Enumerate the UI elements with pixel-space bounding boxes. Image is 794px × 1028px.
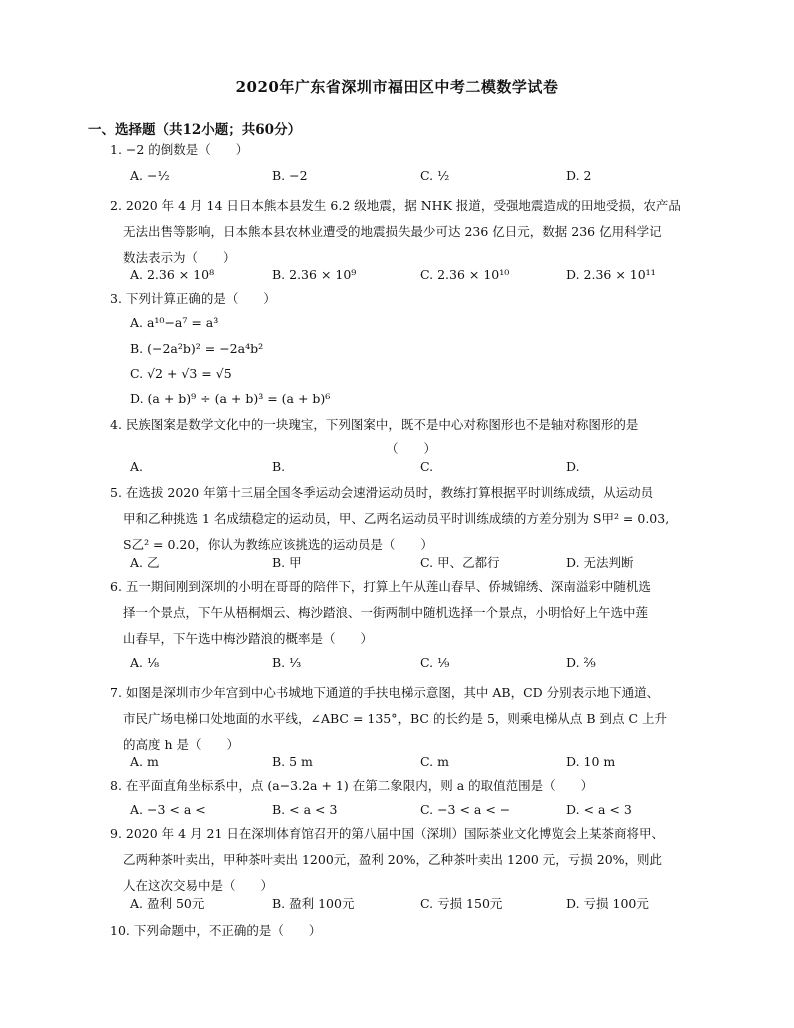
answer-bracket: （ ） [386, 441, 437, 456]
section-heading: 一、选择题（共12小题；共60分） [88, 122, 302, 138]
question-text: 4. 民族图案是数学文化中的一块瑰宝，下列图案中，既不是中心对称图形也不是轴对称图形的是 [110, 417, 639, 432]
options-2 [130, 262, 730, 288]
question-text: 9. 2020 年 4 月 21 日在深圳体育馆召开的第八届中国（深圳）国际茶业文化博览会上某茶商将甲、 [110, 826, 664, 841]
options-7 [130, 749, 730, 775]
option-c: C. ⅑ [420, 655, 450, 670]
question-text: 择一个景点，下午从梧桐烟云、梅沙踏浪、一街两制中随机选择一个景点，小明恰好上午选中莲 [123, 605, 649, 620]
option-c: C. 亏损 150元 [420, 896, 503, 911]
option-a: A. 乙 [130, 555, 160, 570]
question-text: 乙两种茶叶卖出，甲种茶叶卖出 1200元，盈利 20%，乙种茶叶卖出 1200 元，亏损 20%，则此 [123, 852, 663, 867]
question-text: S乙² = 0.20，你认为教练应该挑选的运动员是（ ） [123, 537, 433, 552]
option-b: B. −2 [272, 168, 308, 183]
option-c: C. −3 < a < − [420, 802, 511, 817]
option-c: C. m [420, 754, 449, 769]
question-text: 8. 在平面直角坐标系中，点 (a−3.2a + 1) 在第二象限内，则 a 的取值范围是（ ） [110, 778, 594, 793]
option-b: B. 5 m [272, 754, 313, 769]
option-d: D. [566, 459, 580, 474]
option-d: D. 2 [566, 168, 592, 183]
option-b: B. < a < 3 [272, 802, 338, 817]
option-b: B. [272, 459, 286, 474]
option-a: A. a¹⁰−a⁷ = a³ [130, 315, 219, 330]
question-text: 市民广场电梯口处地面的水平线，∠ABC = 135°，BC 的长约是 5，则乘电梯从点 B 到点 C 上升 [123, 711, 668, 726]
options-1 [130, 163, 730, 189]
question-text: 10. 下列命题中，不正确的是（ ） [110, 923, 322, 938]
question-text: 无法出售等影响，日本熊本县农林业遭受的地震损失最少可达 236 亿日元，数据 236 亿用科学记 [123, 224, 662, 239]
question-7 [110, 680, 710, 758]
option-c: C. ½ [420, 168, 450, 183]
question-9 [110, 821, 710, 899]
option-d: D. 10 m [566, 754, 616, 769]
question-6 [110, 574, 710, 652]
option-b: B. 2.36 × 10⁹ [272, 267, 357, 282]
question-10 [110, 918, 710, 944]
options-6 [130, 650, 730, 676]
option-a: A. −½ [130, 168, 170, 183]
option-b: B. (−2a²b)² = −2a⁴b² [130, 341, 264, 356]
option-b: B. ⅓ [272, 655, 302, 670]
option-b: B. 甲 [272, 555, 302, 570]
question-2 [110, 193, 710, 271]
option-d: D. < a < 3 [566, 802, 632, 817]
option-a: A. ⅛ [130, 655, 160, 670]
option-c: C. 2.36 × 10¹⁰ [420, 267, 510, 282]
options-8 [130, 797, 730, 823]
option-d: D. (a + b)⁹ ÷ (a + b)³ = (a + b)⁶ [130, 391, 331, 406]
question-text: 2. 2020 年 4 月 14 日日本熊本县发生 6.2 级地震，据 NHK 报道，受强地震造成的田地受损，农产品 [110, 198, 681, 213]
option-c: C. √2 + √3 = √5 [130, 366, 232, 381]
question-text: 人在这次交易中是（ ） [123, 878, 274, 893]
question-text: 6. 五一期间刚到深圳的小明在哥哥的陪伴下，打算上午从莲山春早、侨城锦绣、深南溢彩中随机选 [110, 579, 651, 594]
options-5 [130, 550, 730, 576]
question-text: 山春早，下午选中梅沙踏浪的概率是（ ） [123, 631, 374, 646]
option-d: D. 2.36 × 10¹¹ [566, 267, 656, 282]
option-a: A. −3 < a < [130, 802, 206, 817]
page-title: 2020年广东省深圳市福田区中考二模数学试卷 [235, 78, 559, 96]
question-text: 甲和乙种挑选 1 名成绩稳定的运动员，甲、乙两名运动员平时训练成绩的方差分别为 S甲² = 0.03, [123, 511, 670, 526]
option-a: A. 盈利 50元 [130, 896, 205, 911]
question-text: 3. 下列计算正确的是（ ） [110, 291, 276, 306]
question-text: 的高度 h 是（ ） [123, 737, 239, 752]
option-a: A. 2.36 × 10⁸ [130, 267, 215, 282]
question-1 [110, 137, 710, 163]
option-d: D. 亏损 100元 [566, 896, 649, 911]
option-d: D. 无法判断 [566, 555, 634, 570]
option-a: A. [130, 459, 144, 474]
options-4 [130, 454, 730, 480]
question-4 [110, 412, 710, 438]
question-5 [110, 480, 710, 558]
question-text: 1. −2 的倒数是（ ） [110, 142, 249, 157]
question-8 [110, 773, 710, 799]
question-text: 数法表示为（ ） [123, 250, 236, 265]
option-b: B. 盈利 100元 [272, 896, 355, 911]
option-a: A. m [130, 754, 159, 769]
option-c: C. [420, 459, 434, 474]
option-d: D. ²⁄₉ [566, 655, 596, 670]
option-c: C. 甲、乙都行 [420, 555, 500, 570]
question-3 [110, 286, 710, 312]
question-text: 5. 在选拔 2020 年第十三届全国冬季运动会速滑运动员时，教练打算根据平时训练成绩，从运动员 [110, 485, 654, 500]
options-9 [130, 891, 730, 917]
question-text: 7. 如图是深圳市少年宫到中心书城地下通道的手扶电梯示意图，其中 AB，CD 分别表示地下通道、 [110, 685, 660, 700]
